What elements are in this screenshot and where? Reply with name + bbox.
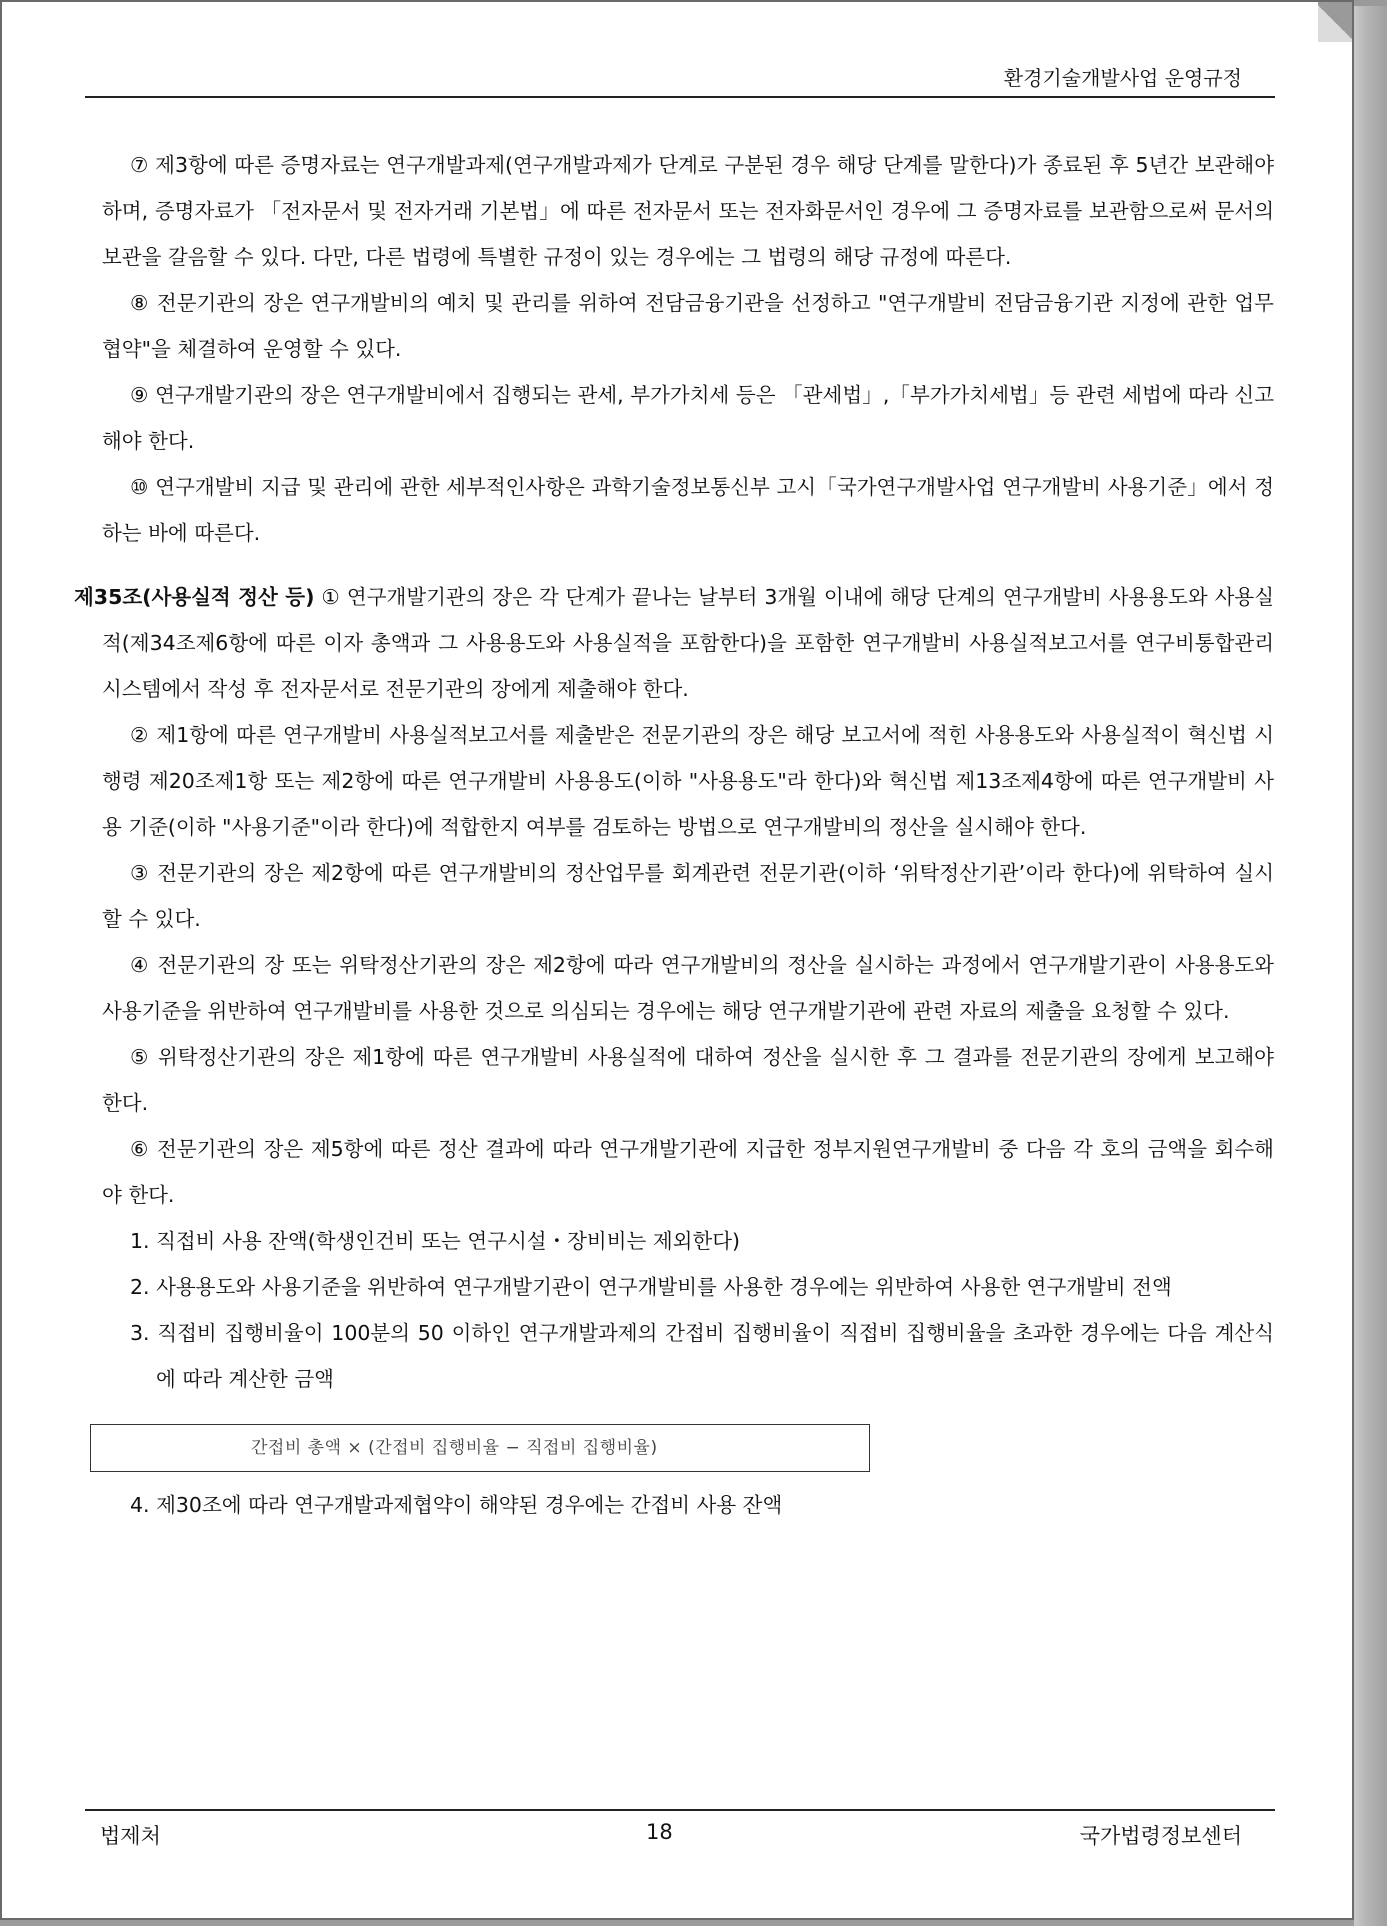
article-clause-1: ① 연구개발기관의 장은 각 단계가 끝나는 날부터 3개월 이내에 해당 단계의 연구개발비 사용용도와 사용실적(제34조제6항에 따른 이자 총액과 그 사용용도와 사용실적을 포함한다)을 포함한 연구개발비 사용실적보고서를 연구비통합관리시스템에서 작성 후 전자문서로 전문기관의 장에게 제출해야 한다. bbox=[102, 585, 1274, 701]
list-item-1: 1. 직접비 사용 잔액(학생인건비 또는 연구시설・장비비는 제외한다) bbox=[130, 1229, 741, 1253]
paragraph-10: ⑩ 연구개발비 지급 및 관리에 관한 세부적인사항은 과학기술정보통신부 고시「국가연구개발사업 연구개발비 사용기준」에서 정하는 바에 따른다. bbox=[102, 475, 1274, 545]
formula-box: 간접비 총액 × (간접비 집행비율 − 직접비 집행비율) bbox=[90, 1424, 870, 1472]
clause-4: ④ 전문기관의 장 또는 위탁정산기관의 장은 제2항에 따라 연구개발비의 정산을 실시하는 과정에서 연구개발기관이 사용용도와 사용기준을 위반하여 연구개발비를 사용한 것으로 의심되는 경우에는 해당 연구개발기관에 관련 자료의 제출을 요청할 수 있다. bbox=[102, 953, 1274, 1023]
page-shadow bbox=[1354, 6, 1387, 1926]
list-item-2: 2. 사용용도와 사용기준을 위반하여 연구개발기관이 연구개발비를 사용한 경우에는 위반하여 사용한 연구개발비 전액 bbox=[130, 1275, 1172, 1299]
page-number: 18 bbox=[646, 1820, 673, 1844]
list-item-3: 3. 직접비 집행비율이 100분의 50 이하인 연구개발과제의 간접비 집행비율이 직접비 집행비율을 초과한 경우에는 다음 계산식에 따라 계산한 금액 bbox=[130, 1321, 1274, 1391]
clause-3: ③ 전문기관의 장은 제2항에 따른 연구개발비의 정산업무를 회계관련 전문기관(이하 ‘위탁정산기관’이라 한다)에 위탁하여 실시할 수 있다. bbox=[102, 861, 1274, 931]
article-title: 제35조(사용실적 정산 등) bbox=[74, 585, 315, 609]
clause-6: ⑥ 전문기관의 장은 제5항에 따른 정산 결과에 따라 연구개발기관에 지급한 정부지원연구개발비 중 다음 각 호의 금액을 회수해야 한다. bbox=[102, 1137, 1274, 1207]
page-curl bbox=[1318, 2, 1352, 42]
footer-source: 법제처 bbox=[100, 1824, 161, 1848]
article-35 bbox=[74, 574, 1274, 712]
footer-publisher: 국가법령정보센터 bbox=[1079, 1824, 1242, 1848]
paragraph-9: ⑨ 연구개발기관의 장은 연구개발비에서 집행되는 관세, 부가가치세 등은 「관세법」,「부가가치세법」등 관련 세법에 따라 신고해야 한다. bbox=[102, 383, 1274, 453]
list-item-4: 4. 제30조에 따라 연구개발과제협약이 해약된 경우에는 간접비 사용 잔액 bbox=[130, 1493, 783, 1517]
header-title: 환경기술개발사업 운영규정 bbox=[1003, 66, 1242, 90]
footer-rule bbox=[85, 1809, 1275, 1811]
paragraph-8: ⑧ 전문기관의 장은 연구개발비의 예치 및 관리를 위하여 전담금융기관을 선정하고 "연구개발비 전담금융기관 지정에 관한 업무협약"을 체결하여 운영할 수 있다. bbox=[102, 291, 1274, 361]
clause-5: ⑤ 위탁정산기관의 장은 제1항에 따른 연구개발비 사용실적에 대하여 정산을 실시한 후 그 결과를 전문기관의 장에게 보고해야 한다. bbox=[102, 1045, 1274, 1115]
paragraph-7: ⑦ 제3항에 따른 증명자료는 연구개발과제(연구개발과제가 단계로 구분된 경우 해당 단계를 말한다)가 종료된 후 5년간 보관해야 하며, 증명자료가 「전자문서 및 전자거래 기본법」에 따른 전자문서 또는 전자화문서인 경우에 그 증명자료를 보관함으로써 문서의 보관을 갈음할 수 있다. 다만, 다른 법령에 특별한 규정이 있는 경우에는 그 법령의 해당 규정에 따른다. bbox=[102, 153, 1274, 269]
clause-2: ② 제1항에 따른 연구개발비 사용실적보고서를 제출받은 전문기관의 장은 해당 보고서에 적힌 사용용도와 사용실적이 혁신법 시행령 제20조제1항 또는 제2항에 따른 연구개발비 사용용도(이하 "사용용도"라 한다)와 혁신법 제13조제4항에 따른 연구개발비 사용 기준(이하 "사용기준"이라 한다)에 적합한지 여부를 검토하는 방법으로 연구개발비의 정산을 실시해야 한다. bbox=[102, 723, 1274, 839]
header-rule bbox=[85, 96, 1275, 98]
document-body bbox=[74, 142, 1274, 1528]
